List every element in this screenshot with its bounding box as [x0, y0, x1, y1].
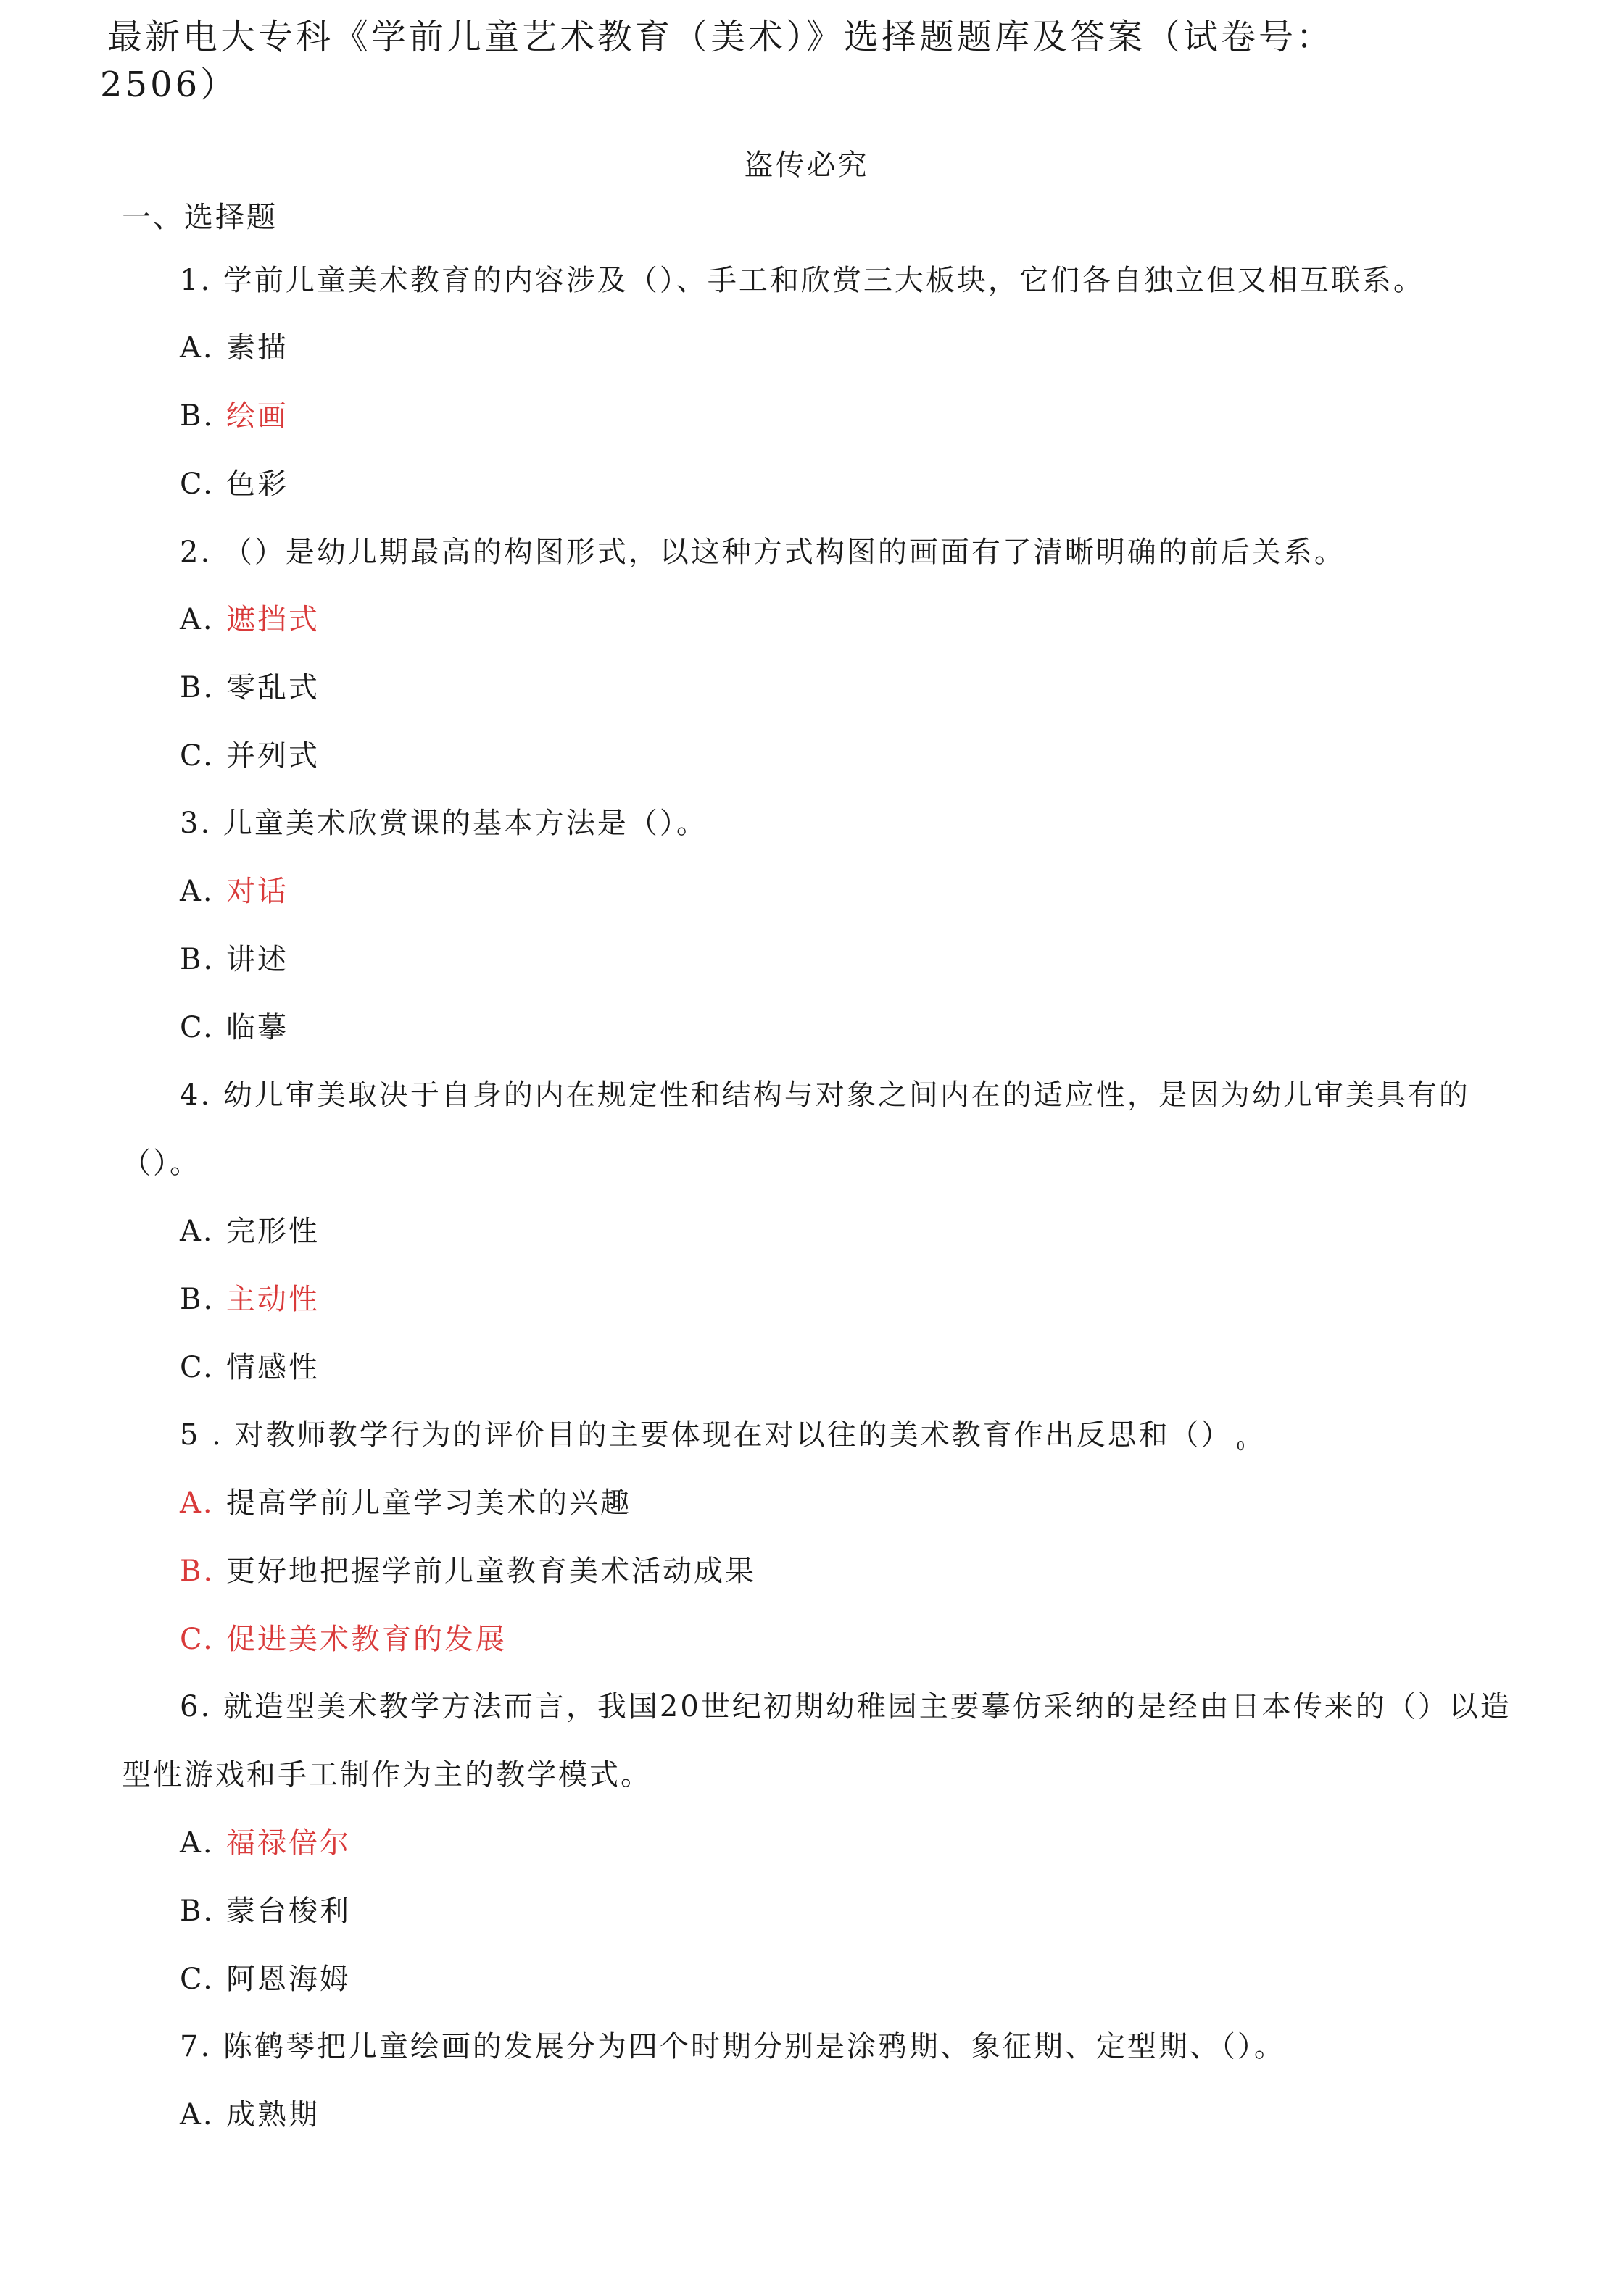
option-text: 并列式: [226, 739, 320, 773]
question-1-stem: 1. 学前儿童美术教育的内容涉及（）、手工和欣赏三大板块，它们各自独立但又相互联系。: [180, 264, 1425, 297]
option-letter: A.: [180, 331, 215, 365]
option-letter: B.: [180, 943, 215, 976]
question-4-stem-continued: （）。: [122, 1147, 201, 1180]
option-letter: C.: [180, 1351, 215, 1384]
option-letter: A.: [180, 1826, 215, 1860]
option-letter: B.: [180, 399, 215, 433]
question-6-option-c: [180, 1956, 351, 1997]
option-text: 阿恩海姆: [226, 1963, 351, 1996]
title-line-1: 最新电大专科《学前儿童艺术教育（美术）》选择题题库及答案（试卷号：: [107, 17, 1335, 57]
option-letter-correct: B.: [180, 1555, 215, 1588]
question-1-option-b: [180, 393, 289, 434]
option-text-correct: 主动性: [226, 1283, 320, 1316]
question-2-option-a: [180, 596, 320, 638]
option-letter: C.: [180, 1963, 215, 1996]
option-letter: C.: [180, 1011, 215, 1044]
question-3-stem: 3. 儿童美术欣赏课的基本方法是（）。: [180, 807, 708, 840]
option-letter-correct: A.: [180, 1486, 215, 1520]
question-6-stem-continued: 型性游戏和手工制作为主的教学模式。: [122, 1758, 652, 1792]
option-letter: C.: [180, 739, 215, 773]
option-text-correct: 绘画: [226, 399, 289, 433]
option-letter: B.: [180, 671, 215, 704]
question-4-stem: 4. 幼儿审美取决于自身的内在规定性和结构与对象之间内在的适应性，是因为幼儿审美具有的: [180, 1078, 1470, 1112]
title-line-2: 2506）: [100, 65, 239, 105]
option-text: 零乱式: [226, 671, 320, 704]
option-text: 情感性: [226, 1351, 320, 1384]
copyright-notice: 盗传必究: [744, 149, 869, 182]
question-2-option-b: [180, 665, 320, 706]
option-text: 素描: [226, 331, 289, 365]
option-text-correct: 福禄倍尔: [226, 1826, 351, 1860]
option-letter: A.: [180, 2098, 215, 2131]
question-2-option-c: [180, 733, 320, 774]
question-3-option-a: [180, 868, 289, 910]
option-text-correct: 遮挡式: [226, 603, 320, 636]
question-3-option-b: [180, 936, 289, 978]
question-5-stem-text: 5 . 对教师教学行为的评价目的主要体现在对以往的美术教育作出反思和（）: [180, 1418, 1232, 1452]
question-5-option-c: [180, 1616, 507, 1657]
question-6-stem: 6. 就造型美术教学方法而言，我国20世纪初期幼稚园主要摹仿采纳的是经由日本传来的（）以造: [180, 1690, 1512, 1723]
option-letter: C.: [180, 467, 215, 501]
option-letter: B.: [180, 1894, 215, 1928]
question-6-option-a: [180, 1820, 351, 1861]
option-text: 提高学前儿童学习美术的兴趣: [226, 1486, 631, 1520]
option-text: 成熟期: [226, 2098, 320, 2131]
option-letter: A.: [180, 603, 215, 636]
option-text: 讲述: [226, 943, 289, 976]
section-heading: 一、选择题: [122, 201, 278, 234]
option-letter: B.: [180, 1283, 215, 1316]
question-4-option-a: [180, 1208, 320, 1249]
option-letter: A.: [180, 1215, 215, 1248]
question-5-stem: [180, 1412, 1247, 1454]
option-letter: A.: [180, 875, 215, 908]
option-text: 蒙台梭利: [226, 1894, 351, 1928]
question-7-option-a: [180, 2092, 320, 2133]
option-text: 完形性: [226, 1215, 320, 1248]
question-7-stem: 7. 陈鹤琴把儿童绘画的发展分为四个时期分别是涂鸦期、象征期、定型期、（）。: [180, 2030, 1285, 2063]
option-text: 色彩: [226, 467, 289, 501]
option-text: 临摹: [226, 1011, 289, 1044]
option-letter-correct: C.: [180, 1623, 215, 1656]
option-text-correct: 促进美术教育的发展: [226, 1623, 507, 1656]
option-text-correct: 对话: [226, 875, 289, 908]
question-5-stem-tail: 0: [1236, 1439, 1248, 1454]
question-3-option-c: [180, 1004, 289, 1046]
question-5-option-a: [180, 1480, 631, 1521]
question-4-option-c: [180, 1344, 320, 1386]
question-6-option-b: [180, 1888, 351, 1929]
question-1-option-a: [180, 325, 289, 366]
question-1-option-c: [180, 461, 289, 502]
question-5-option-b: [180, 1548, 756, 1589]
option-text: 更好地把握学前儿童教育美术活动成果: [226, 1555, 756, 1588]
question-4-option-b: [180, 1276, 320, 1318]
document-title: [100, 13, 1485, 109]
question-2-stem: 2. （）是幼儿期最高的构图形式，以这种方式构图的画面有了清晰明确的前后关系。: [180, 536, 1345, 569]
